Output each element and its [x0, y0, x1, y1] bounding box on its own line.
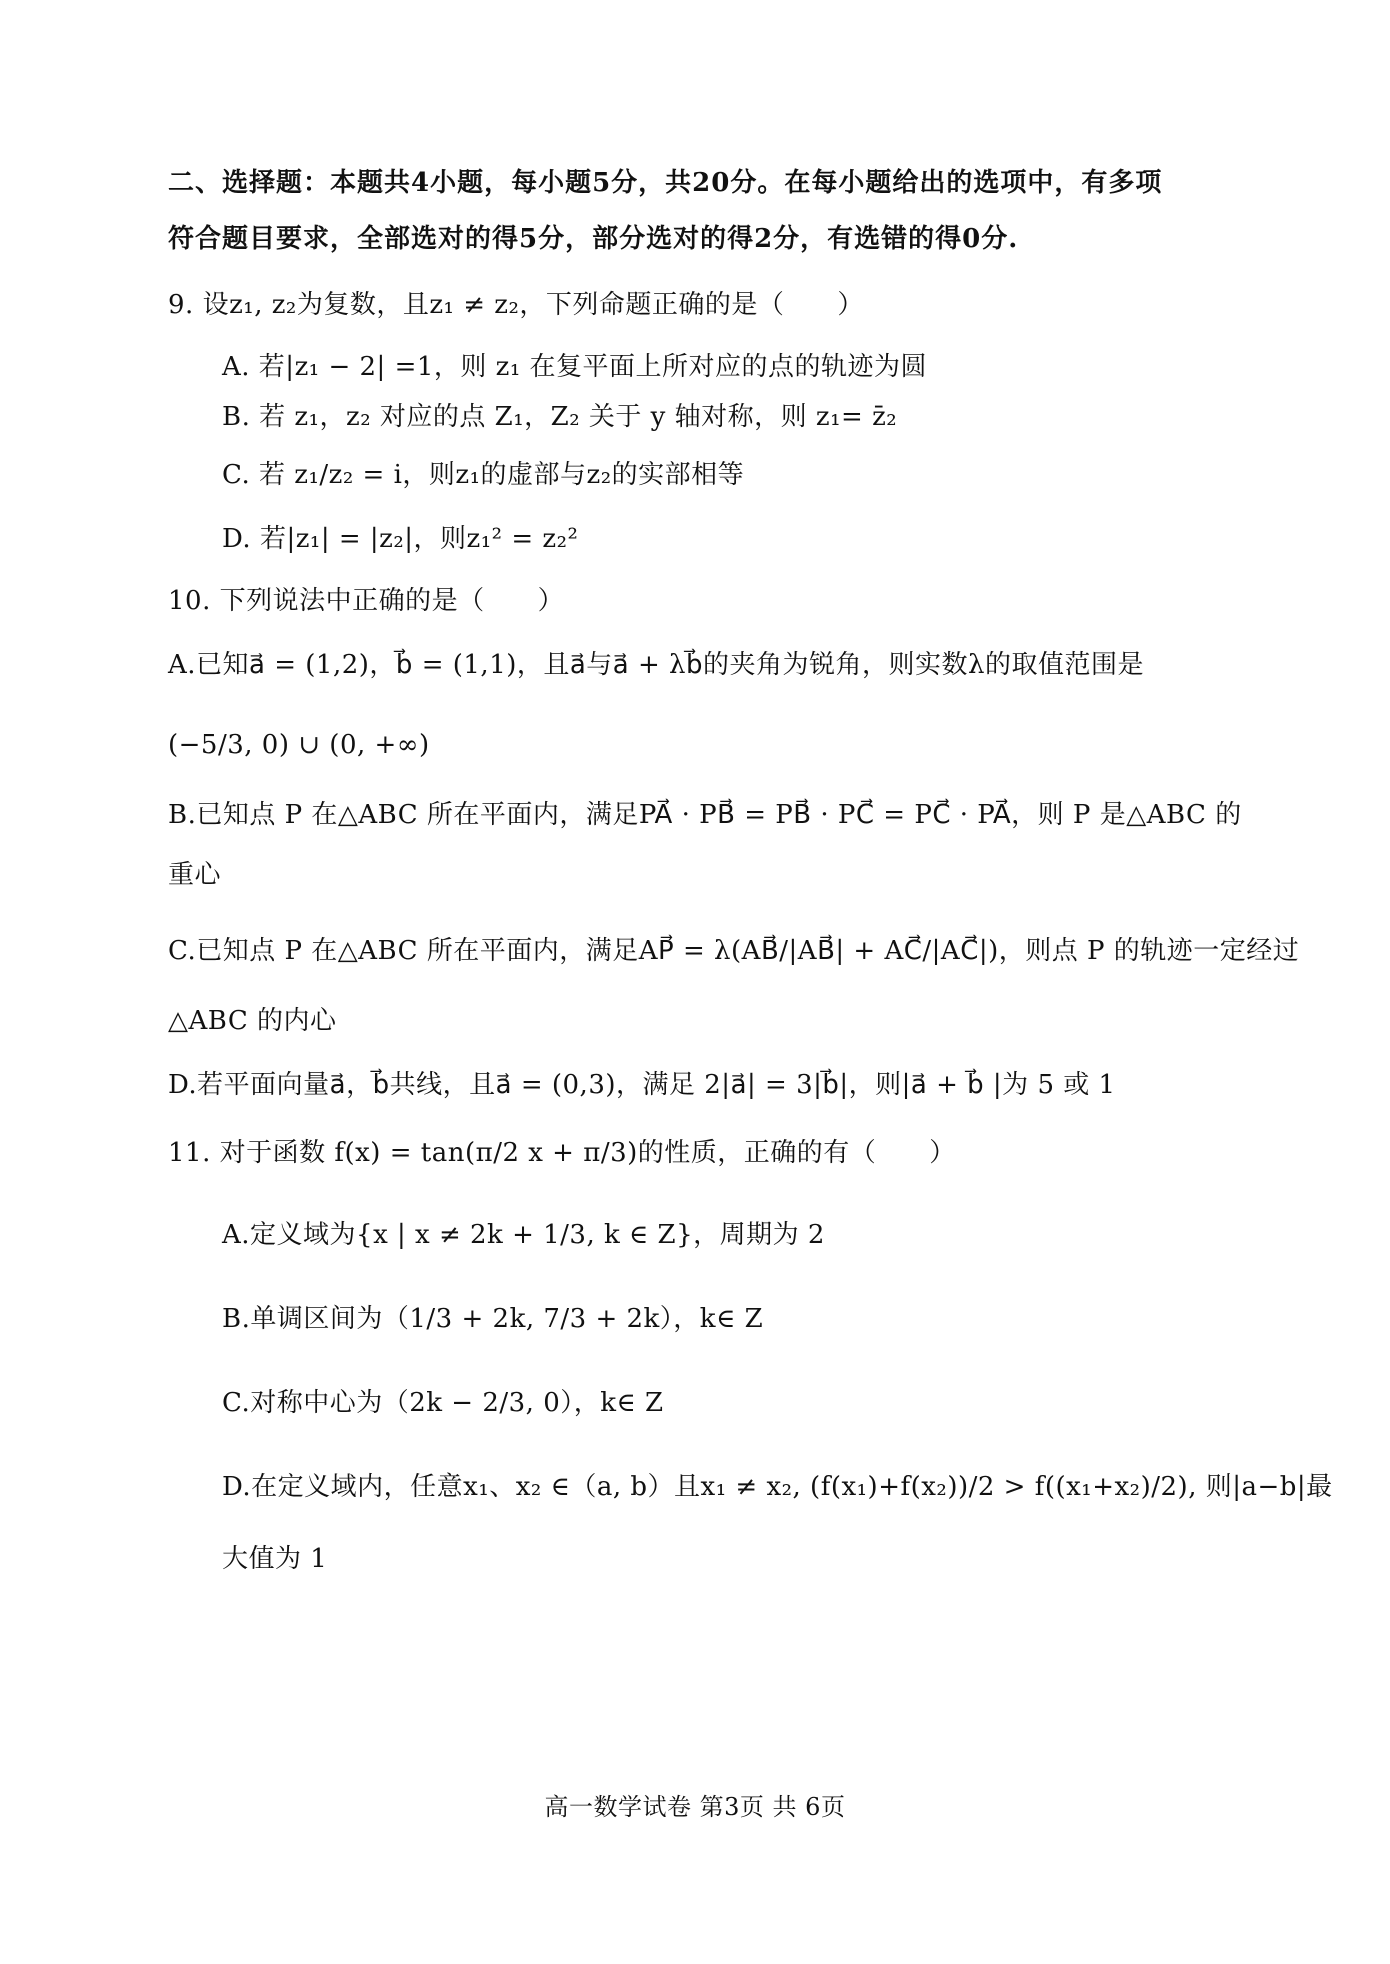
question-11-option-d-line1: D.在定义域内，任意x₁、x₂ ∈（a, b）且x₁ ≠ x₂, (f(x₁)+f(x₂))/2 > f((x₁+x₂)/2), 则|a−b|最 — [222, 1472, 1333, 1502]
question-10-option-a-line2: (−5/3, 0) ∪ (0, +∞) — [168, 730, 430, 760]
question-11-option-d-line2: 大值为 1 — [222, 1544, 328, 1574]
question-9-option-c: C. 若 z₁/z₂ = i，则z₁的虚部与z₂的实部相等 — [222, 460, 745, 490]
question-9-option-b: B. 若 z₁，z₂ 对应的点 Z₁，Z₂ 关于 y 轴对称，则 z₁= z̄₂ — [222, 402, 898, 432]
question-10-option-d: D.若平面向量a⃗，b⃗共线，且a⃗ = (0,3)，满足 2|a⃗| = 3|b⃗|，则|a⃗ + b⃗ |为 5 或 1 — [168, 1070, 1116, 1100]
section-heading-line1: 二、选择题：本题共4小题，每小题5分，共20分。在每小题给出的选项中，有多项 — [168, 168, 1163, 198]
question-10-option-c-line1: C.已知点 P 在△ABC 所在平面内，满足AP⃗ = λ(AB⃗/|AB⃗| + AC⃗/|AC⃗|)，则点 P 的轨迹一定经过 — [168, 936, 1300, 966]
question-10-stem: 10. 下列说法中正确的是（ ） — [168, 586, 565, 616]
question-11-stem: 11. 对于函数 f(x) = tan(π/2 x + π/3)的性质，正确的有（ ） — [168, 1138, 956, 1168]
question-10-option-b-line1: B.已知点 P 在△ABC 所在平面内，满足PA⃗ · PB⃗ = PB⃗ · PC⃗ = PC⃗ · PA⃗，则 P 是△ABC 的 — [168, 800, 1242, 830]
question-9-stem: 9. 设z₁, z₂为复数，且z₁ ≠ z₂，下列命题正确的是（ ） — [168, 290, 864, 320]
question-9-option-d: D. 若|z₁| = |z₂|，则z₁² = z₂² — [222, 524, 579, 554]
section-heading-line2: 符合题目要求，全部选对的得5分，部分选对的得2分，有选错的得0分. — [168, 224, 1019, 254]
question-11-option-b: B.单调区间为（1/3 + 2k, 7/3 + 2k），k∈ Z — [222, 1304, 764, 1334]
question-10-option-b-line2: 重心 — [168, 860, 222, 890]
question-11-option-c: C.对称中心为（2k − 2/3, 0），k∈ Z — [222, 1388, 664, 1418]
page-footer: 高一数学试卷 第3页 共 6页 — [544, 1793, 846, 1821]
question-9-option-a: A. 若|z₁ − 2| =1，则 z₁ 在复平面上所对应的点的轨迹为圆 — [222, 352, 928, 382]
question-10-option-a-line1: A.已知a⃗ = (1,2)，b⃗ = (1,1)，且a⃗与a⃗ + λb⃗的夹角为锐角，则实数λ的取值范围是 — [168, 650, 1145, 680]
question-10-option-c-line2: △ABC 的内心 — [168, 1006, 337, 1036]
question-11-option-a: A.定义域为{x | x ≠ 2k + 1/3, k ∈ Z}，周期为 2 — [222, 1220, 825, 1250]
